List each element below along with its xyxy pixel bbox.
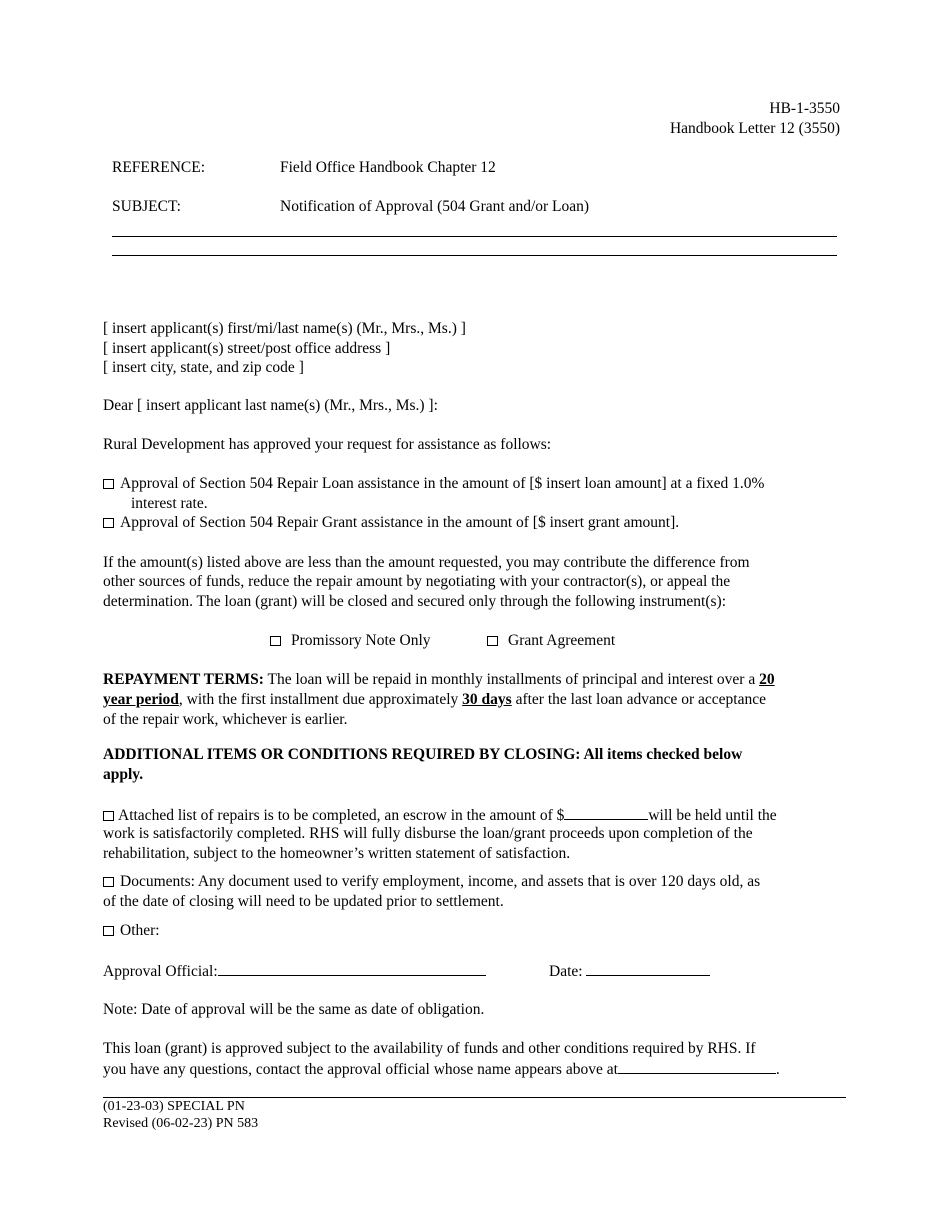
amount-paragraph-line: determination. The loan (grant) will be closed and secured only through the following instrument(s): [103, 593, 727, 610]
grant-approval-checkbox[interactable] [103, 518, 114, 528]
loan-approval-text-cont: interest rate. [131, 495, 208, 512]
date-field[interactable] [586, 961, 710, 976]
promissory-note-label: Promissory Note Only [291, 632, 431, 649]
address-line-name: [ insert applicant(s) first/mi/last name(s) (Mr., Mrs., Ms.) ] [103, 320, 466, 337]
date-row [549, 961, 710, 981]
grant-agreement-option[interactable] [487, 632, 615, 650]
other-option[interactable] [103, 922, 160, 940]
form-number: HB-1-3550 [769, 100, 840, 117]
repairs-escrow-option[interactable] [103, 805, 777, 825]
address-line-city: [ insert city, state, and zip code ] [103, 359, 304, 376]
repairs-escrow-checkbox[interactable] [103, 811, 114, 821]
grant-agreement-checkbox[interactable] [487, 636, 498, 646]
note-text: Note: Date of approval will be the same as date of obligation. [103, 1001, 485, 1018]
repayment-term-period: year period [103, 691, 179, 708]
footer-divider [103, 1097, 846, 1098]
loan-approval-text: Approval of Section 504 Repair Loan assistance in the amount of [$ insert loan amount] at a fixed 1.0% [120, 475, 765, 492]
other-label: Other: [120, 922, 160, 939]
closing-period: . [775, 1061, 780, 1078]
repairs-escrow-text: Attached list of repairs is to be completed, an escrow in the amount of $ [118, 807, 565, 824]
loan-approval-checkbox[interactable] [103, 479, 114, 489]
promissory-note-checkbox[interactable] [270, 636, 281, 646]
subject-value: Notification of Approval (504 Grant and/or Loan) [280, 198, 590, 215]
grant-agreement-label: Grant Agreement [508, 632, 616, 649]
footer-form-date: (01-23-03) SPECIAL PN [103, 1099, 245, 1114]
reference-label: REFERENCE: [112, 159, 206, 176]
closing-text: you have any questions, contact the approval official whose name appears above at [103, 1061, 618, 1078]
intro-text: Rural Development has approved your request for assistance as follows: [103, 436, 552, 453]
repairs-escrow-text-end: will be held until the [648, 807, 777, 824]
loan-approval-option[interactable] [103, 475, 764, 493]
footer-revision: Revised (06-02-23) PN 583 [103, 1116, 259, 1131]
date-label: Date: [549, 963, 583, 980]
subject-label: SUBJECT: [112, 198, 181, 215]
grant-approval-text: Approval of Section 504 Repair Grant assistance in the amount of [$ insert grant amount]. [120, 514, 680, 531]
address-line-street: [ insert applicant(s) street/post office address ] [103, 340, 391, 357]
repairs-escrow-text-cont: rehabilitation, subject to the homeowner’s written statement of satisfaction. [103, 845, 571, 862]
repayment-first-installment-days: 30 days [462, 691, 512, 708]
salutation: Dear [ insert applicant last name(s) (Mr., Mrs., Ms.) ]: [103, 397, 438, 414]
amount-paragraph-line: other sources of funds, reduce the repair amount by negotiating with your contractor(s), or appeal the [103, 573, 731, 590]
repayment-text: The loan will be repaid in monthly installments of principal and interest over a [263, 671, 760, 688]
documents-text: Documents: Any document used to verify employment, income, and assets that is over 120 days old, as [120, 873, 761, 890]
promissory-note-option[interactable] [270, 632, 431, 650]
contact-field[interactable] [618, 1059, 776, 1074]
amount-paragraph-line: If the amount(s) listed above are less than the amount requested, you may contribute the difference from [103, 554, 750, 571]
closing-line: This loan (grant) is approved subject to the availability of funds and other conditions required by RHS. If [103, 1040, 756, 1057]
repayment-label: REPAYMENT TERMS: [103, 671, 264, 688]
repairs-escrow-text-cont: work is satisfactorily completed. RHS will fully disburse the loan/grant proceeds upon completion of the [103, 825, 753, 842]
reference-value: Field Office Handbook Chapter 12 [280, 159, 496, 176]
repayment-term-years: 20 [759, 671, 775, 688]
repayment-terms-line [103, 691, 766, 709]
approval-official-label: Approval Official: [103, 963, 218, 980]
escrow-amount-field[interactable] [564, 805, 648, 820]
documents-checkbox[interactable] [103, 877, 114, 887]
other-checkbox[interactable] [103, 926, 114, 936]
repayment-text: after the last loan advance or acceptance [511, 691, 767, 708]
header-divider-bottom [112, 255, 837, 256]
closing-line [103, 1059, 780, 1079]
conditions-heading: ADDITIONAL ITEMS OR CONDITIONS REQUIRED BY CLOSING: All items checked below [103, 746, 743, 763]
approval-official-row [103, 961, 486, 981]
documents-option[interactable] [103, 873, 760, 891]
header-divider-top [112, 236, 837, 237]
approval-official-field[interactable] [218, 961, 486, 976]
grant-approval-option[interactable] [103, 514, 679, 532]
conditions-heading-cont: apply. [103, 766, 144, 783]
repayment-terms-line: of the repair work, whichever is earlier. [103, 711, 348, 728]
handbook-letter: Handbook Letter 12 (3550) [669, 120, 840, 137]
repayment-text: , with the first installment due approximately [178, 691, 463, 708]
repayment-terms-line [103, 671, 775, 689]
documents-text-cont: of the date of closing will need to be updated prior to settlement. [103, 893, 504, 910]
